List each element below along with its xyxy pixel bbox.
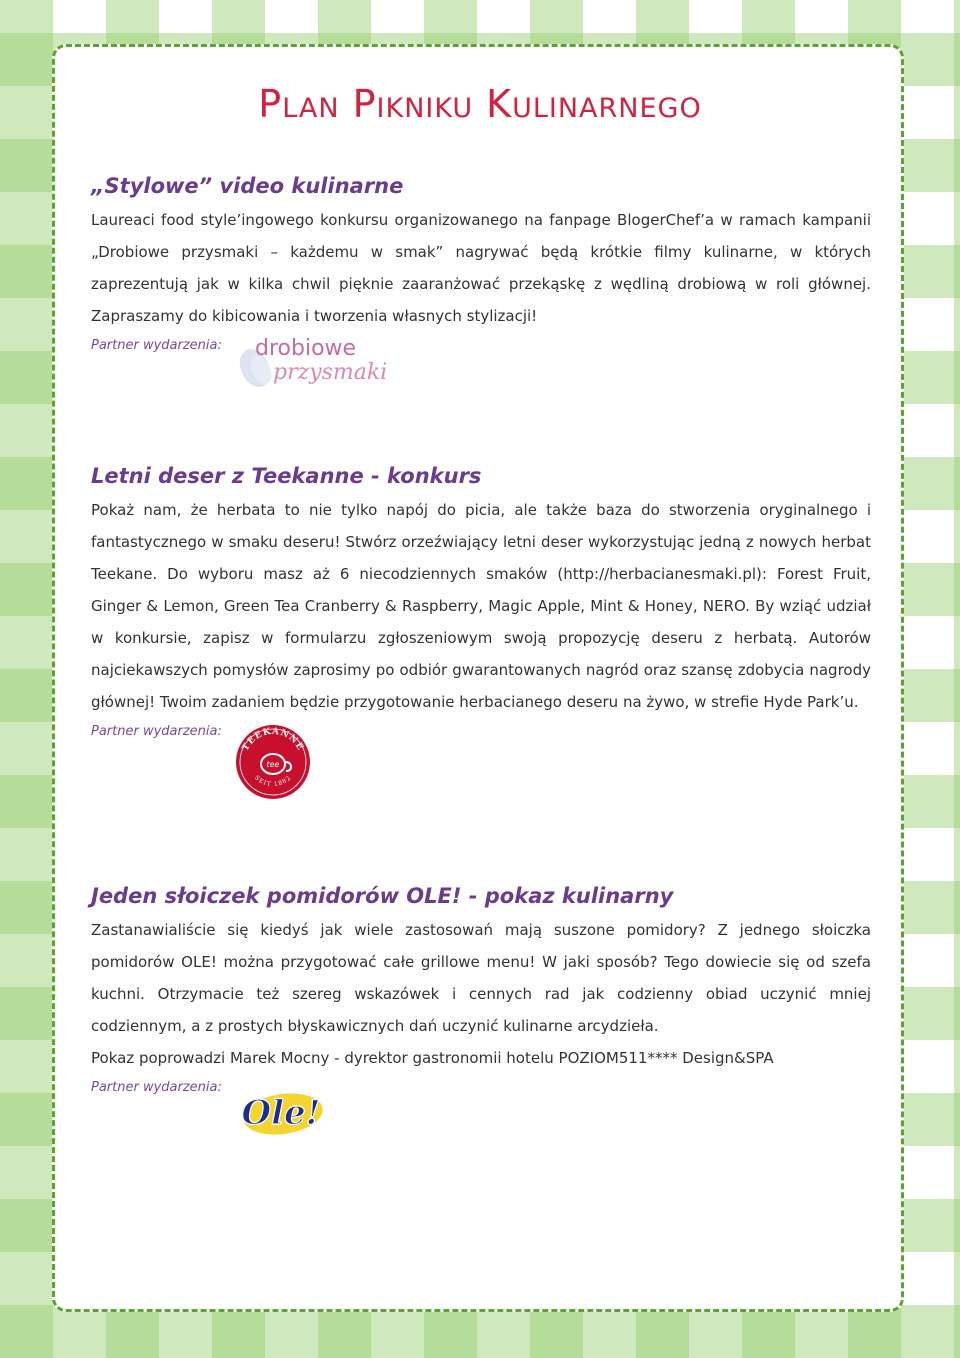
section-ole-pomidory [91,884,871,1144]
partner-label: Partner wydarzenia: [91,338,222,353]
section-body: Laureaci food style’ingowego konkursu organizowanego na fanpage BlogerChef’a w ramach kampanii „Drobiowe przysmaki – każdemu w smak” nagrywać będą krótkie filmy kulinarne, w których zaprezentują jak w kilka chwil pięknie zaaranżować przekąskę z wędliną drobiową w roli głównej. Zapraszamy do kibicowania i tworzenia własnych stylizacji! [91,211,871,325]
seal-text-top: TEEKANNE [240,726,306,753]
partner-block [91,722,871,806]
section-letni-deser [91,464,871,806]
partner-label: Partner wydarzenia: [91,724,222,739]
partner-label: Partner wydarzenia: [91,1080,222,1095]
logo-text-drobiowe: drobiowe [255,336,357,361]
section-stylowe-video [91,174,871,396]
ole-logo-text: Ole! [241,1093,321,1133]
drobiowe-przysmaki-logo [233,336,393,396]
seal-text-tee: tee [266,760,280,769]
logo-text-przysmaki: przysmaki [273,360,388,385]
section-body: Pokaż nam, że herbata to nie tylko napój do picia, ale także baza do stworzenia oryginalnego i fantastycznego w smaku deseru! Stwórz orzeźwiający letni deser wykorzystując jedną z nowych herbat Teekane. Do wyboru masz aż 6 niecodziennych smaków (http://herbacianesmaki.pl): Forest Fruit, Ginger & Lemon, Green Tea Cranberry & Raspberry, Magic Apple, Mint & Honey, NERO. By wziąć udział w konkursie, zapisz w formularzu zgłoszeniowym swoją propozycję deseru z herbatą. Autorów najciekawszych pomysłów zaprosimy po odbiór gwarantowanych nagród oraz szansę zdobycia nagrody głównej! Twoim zadaniem będzie przygotowanie herbacianego deseru na żywo, w strefie Hyde Park’u. [91,501,871,711]
section-heading: Jeden słoiczek pomidorów OLE! - pokaz kulinarny [91,884,674,908]
section-body-2: Pokaz poprowadzi Marek Mocny - dyrektor gastronomii hotelu POZIOM511**** Design&SPA [91,1049,774,1067]
teekanne-logo [233,722,313,806]
partner-block [91,336,871,396]
page-title: Plan Pikniku Kulinarnego [258,82,702,126]
section-heading: Letni deser z Teekanne - konkurs [91,464,482,488]
ole-logo-icon [233,1078,329,1140]
section-heading: „Stylowe” video kulinarne [91,174,404,198]
section-body: Zastanawialiście się kiedyś jak wiele zastosowań mają suszone pomidory? Z jednego słoiczka pomidorów OLE! można przygotować całe grillowe menu! W jaki sposób? Tego dowiecie się od szefa kuchni. Otrzymacie też szereg wskazówek i cennych rad jak codzienny obiad uczynić mniej codziennym, a z prostych błyskawicznych dań uczynić kulinarne arcydzieła. [91,921,871,1035]
partner-block [91,1078,871,1144]
ole-logo [233,1078,329,1144]
teekanne-seal-icon [233,722,313,802]
seal-text-bottom: SEIT 1882 [253,774,293,789]
